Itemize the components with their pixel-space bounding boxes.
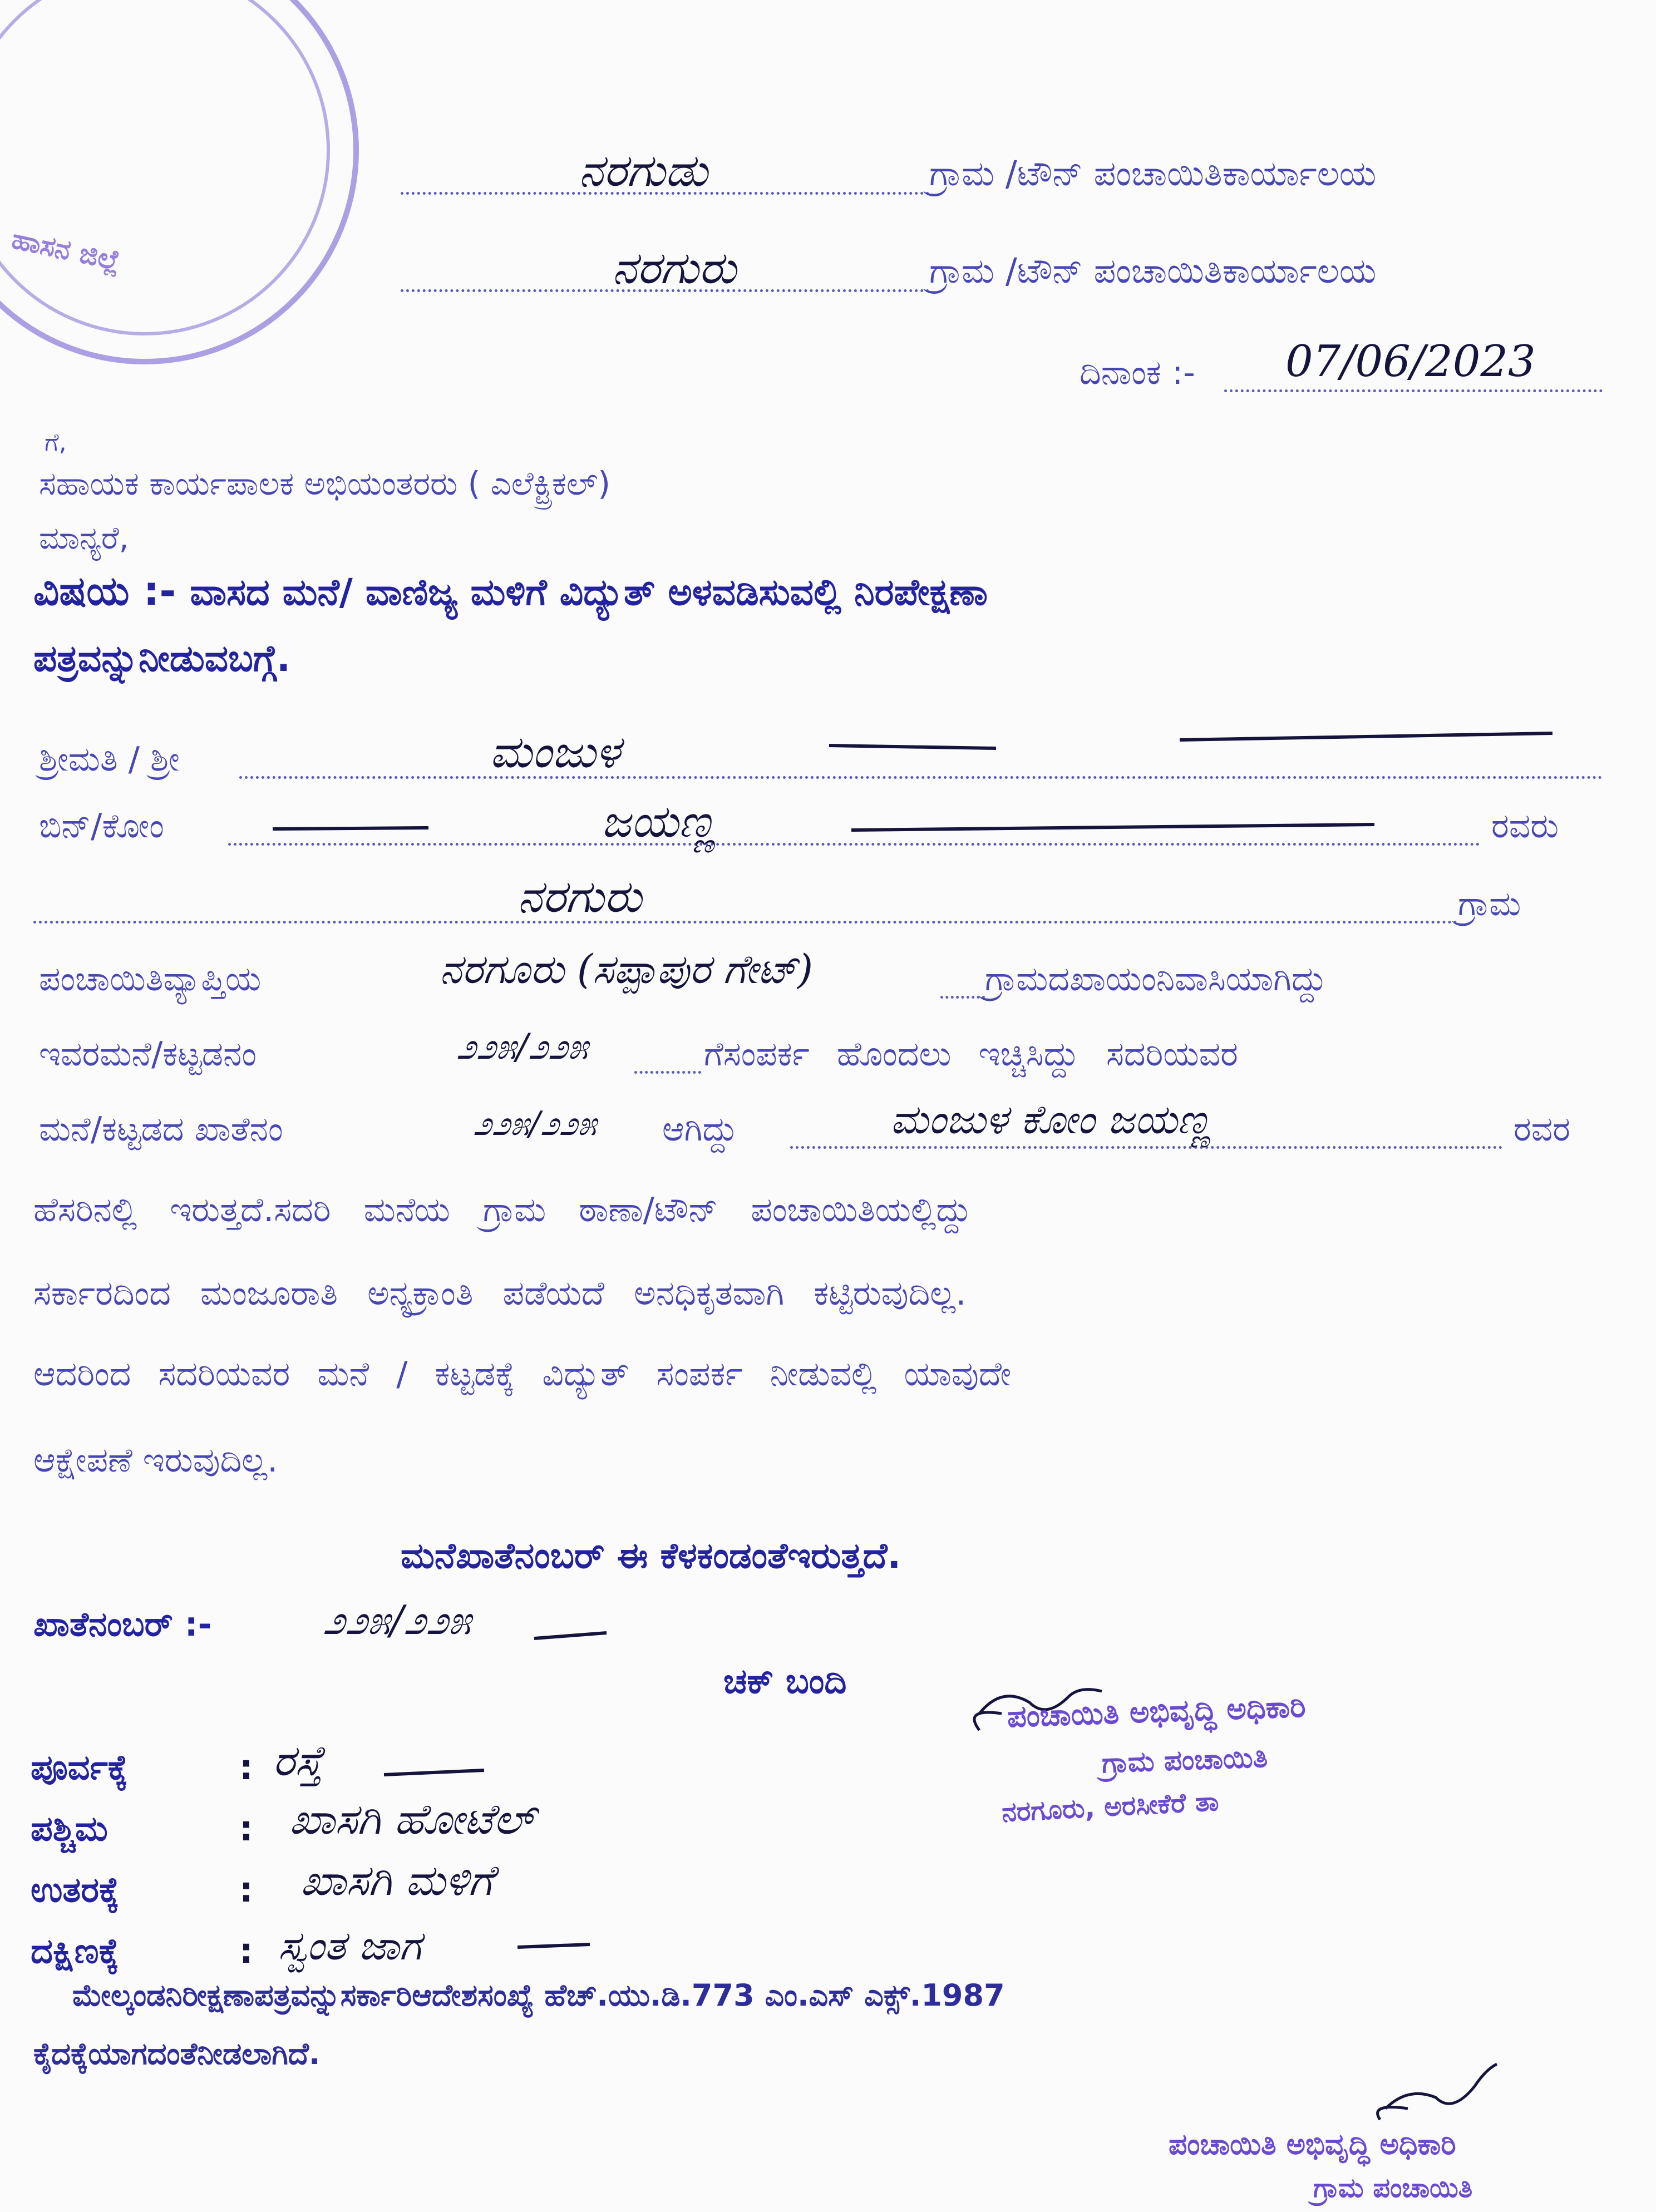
- khata-label: ಮನೆ/ಕಟ್ಟಡದ ಖಾತೆನಂ: [39, 1110, 283, 1149]
- boundaries-heading: ಚಕ್ ಬಂದಿ: [723, 1661, 847, 1701]
- date-dots: [1224, 389, 1603, 392]
- subject-label: ವಿಷಯ :-: [33, 567, 190, 614]
- boundary-label-west: ಪಶ್ಚಿಮ: [31, 1808, 108, 1849]
- panchayat-label: ಪಂಚಾಯಿತಿವ್ಯಾಪ್ತಿಯ: [39, 960, 262, 999]
- boundary-sep-west: :: [239, 1808, 253, 1849]
- boundary-value-south: ಸ್ವಂತ ಜಾಗ: [278, 1922, 421, 1969]
- date-value: 07/06/2023: [1285, 337, 1536, 387]
- body-line-4: ಆಕ್ಷೇಪಣೆ ಇರುವುದಿಲ್ಲ.: [33, 1441, 278, 1480]
- name-value: ಮಂಜುಳ: [490, 726, 620, 778]
- stamp-middle-line2: ಗ್ರಾಮ ಪಂಚಾಯಿತಿ: [1101, 1741, 1268, 1780]
- body-line-1: ಹೆಸರಿನಲ್ಲಿ ಇರುತ್ತದೆ.ಸದರಿ ಮನೆಯ ಗ್ರಾಮ ಠಾಣಾ/ಟೌನ್ ಪಂಚಾಯಿತಿಯಲ್ಲಿದ್ದು: [33, 1191, 972, 1230]
- address-greeting: ಮಾನ್ಯರೆ,: [39, 520, 129, 556]
- header-line2-suffix: ಗ್ರಾಮ /ಟೌನ್ ಪಂಚಾಯಿತಿಕಾರ್ಯಾಲಯ: [929, 250, 1377, 291]
- boundary-sep-north: :: [239, 1869, 253, 1910]
- order-note-line1: ಮೇಲ್ಕಂಡನಿರೀಕ್ಷಣಾಪತ್ರವನ್ನುಸರ್ಕಾರಿಆದೇಶಸಂಖ್ಯೆ ಹೆಚ್.ಯು.ಡಿ.773 ಎಂ.ಎಸ್ ಎಕ್ಸ್.1987: [72, 1978, 1005, 2013]
- subject-line2: ಪತ್ರವನ್ನುನೀಡುವಬಗ್ಗೆ.: [33, 637, 290, 680]
- stamp-middle-line3: ನರಗೂರು, ಅರಸೀಕೆರೆ ತಾ: [1000, 1785, 1220, 1829]
- boundary-value-east: ರಸ್ತೆ: [273, 1736, 323, 1785]
- khata-heading: ಮನೆಖಾತೆನಂಬರ್ ಈ ಕೆಳಕಂಡಂತೆಇರುತ್ತದೆ.: [401, 1535, 901, 1577]
- house-dots: [634, 1071, 701, 1074]
- boundary-value-west: ಖಾಸಗಿ ಹೋಟೆಲ್: [289, 1794, 535, 1844]
- boundary-label-east: ಪೂರ್ವಕ್ಕೆ: [31, 1747, 128, 1788]
- subject-text1: ವಾಸದ ಮನೆ/ ವಾಣಿಜ್ಯ ಮಳಿಗೆ ವಿದ್ಯುತ್ ಅಳವಡಿಸುವಲ್ಲಿ ನಿರಪೇಕ್ಷಣಾ: [190, 571, 988, 614]
- name-dots: [239, 776, 1603, 779]
- signature-bottom: [1378, 2064, 1497, 2120]
- address-to: ಗೆ,: [45, 428, 67, 457]
- house-suffix: ಗೆಸಂಪರ್ಕ ಹೊಂದಲು ಇಚ್ಚಿಸಿದ್ದು ಸದರಿಯವರ: [704, 1035, 1238, 1074]
- relation-label: ಬಿನ್/ಕೋಂ: [39, 807, 164, 846]
- village-dots: [33, 921, 1458, 924]
- relation-dots: [228, 843, 1480, 846]
- village-suffix: ಗ್ರಾಮ: [1458, 885, 1521, 924]
- village-value: ನರಗುರು: [518, 871, 642, 922]
- relation-suffix: ರವರು: [1491, 807, 1559, 846]
- khata-dots: [790, 1146, 1502, 1149]
- header-line1-suffix: ಗ್ರಾಮ /ಟೌನ್ ಪಂಚಾಯಿತಿಕಾರ್ಯಾಲಯ: [929, 153, 1377, 194]
- order-note-line2: ಕೈದಕ್ಕೆಯಾಗದಂತೆನೀಡಲಾಗಿದೆ.: [33, 2036, 321, 2071]
- house-value: ೨೨೫/೨೨೫: [456, 1026, 588, 1068]
- date-label: ದಿನಾಂಕ :-: [1080, 353, 1195, 392]
- boundary-value-north: ಖಾಸಗಿ ಮಳಿಗೆ: [300, 1855, 494, 1905]
- boundary-sep-south: :: [239, 1930, 253, 1971]
- address-recipient: ಸಹಾಯಕ ಕಾರ್ಯಪಾಲಕ ಅಭಿಯಂತರರು ( ಎಲೆಕ್ಟ್ರಿಕಲ್): [39, 465, 610, 502]
- house-label: ಇವರಮನೆ/ಕಟ್ಟಡನಂ: [39, 1035, 257, 1074]
- name-label: ಶ್ರೀಮತಿ / ಶ್ರೀ: [39, 740, 180, 779]
- subject-line1: [33, 567, 988, 615]
- header-line2-value: ನರಗುರು: [612, 242, 737, 294]
- khata-number-label: ಖಾತೆನಂಬರ್ :-: [33, 1605, 212, 1644]
- relation-value: ಜಯಣ್ಣ: [601, 796, 717, 847]
- body-line-2: ಸರ್ಕಾರದಿಂದ ಮಂಜೂರಾತಿ ಅನ್ಯಕ್ರಾಂತಿ ಪಡೆಯದೆ ಅನಧಿಕೃತವಾಗಿ ಕಟ್ಟಿರುವುದಿಲ್ಲ.: [33, 1274, 967, 1313]
- owner-suffix: ರವರ: [1514, 1110, 1570, 1149]
- khata-number-value: ೨೨೫/೨೨೫: [323, 1597, 471, 1643]
- panchayat-suffix: ಗ್ರಾಮದಖಾಯಂನಿವಾಸಿಯಾಗಿದ್ದು: [985, 960, 1327, 999]
- stamp-middle-line1: ಪಂಚಾಯಿತಿ ಅಭಿವೃದ್ಧಿ ಅಧಿಕಾರಿ: [1007, 1688, 1307, 1735]
- seal-text: ಹಾಸನ ಜಿಲ್ಲೆ: [9, 223, 124, 277]
- boundary-label-south: ದಕ್ಷಿಣಕ್ಕೆ: [31, 1930, 119, 1971]
- boundary-label-north: ಉತರಕ್ಕೆ: [31, 1869, 120, 1910]
- panchayat-value: ನರಗೂರು (ಸಪ್ಪಾಪುರ ಗೇಟ್): [440, 946, 814, 993]
- header-line1-value: ನರಗುಡು: [579, 145, 708, 196]
- body-line-3: ಆದರಿಂದ ಸದರಿಯವರ ಮನೆ / ಕಟ್ಟಡಕ್ಕೆ ವಿದ್ಯುತ್ ಸಂಪರ್ಕ ನೀಡುವಲ್ಲಿ ಯಾವುದೇ: [33, 1355, 1012, 1394]
- khata-value: ೨೨೫/೨೨೫: [473, 1104, 597, 1143]
- stamp-bottom-line2: ಗ್ರಾಮ ಪಂಚಾಯಿತಿ: [1313, 2172, 1473, 2204]
- boundary-sep-east: :: [239, 1747, 253, 1788]
- khata-mid: ಆಗಿದ್ದು: [662, 1110, 738, 1149]
- owner-value: ಮಂಜುಳ ಕೋಂ ಜಯಣ್ಣ: [890, 1096, 1212, 1143]
- stamp-bottom-line1: ಪಂಚಾಯಿತಿ ಅಭಿವೃದ್ಧಿ ಅಧಿಕಾರಿ: [1169, 2128, 1456, 2161]
- panchayat-dots: [940, 996, 985, 999]
